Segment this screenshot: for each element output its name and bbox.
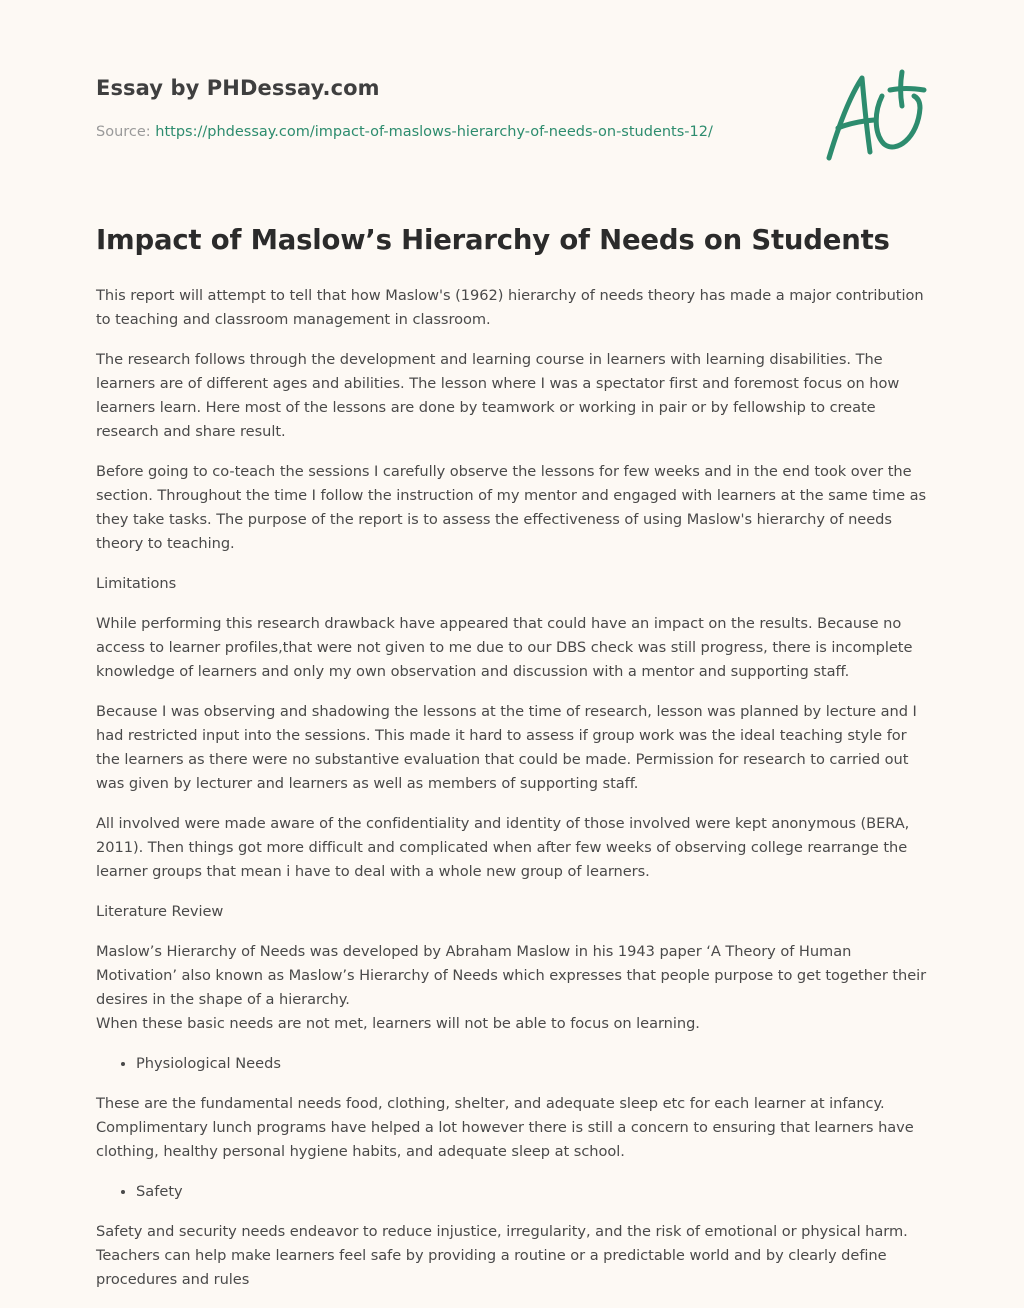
paragraph: This report will attempt to tell that how Maslow's (1962) hierarchy of needs theory has made a major contribution to teaching and classroom management in classroom. xyxy=(96,287,924,328)
paragraph: While performing this research drawback have appeared that could have an impact on the results. Because no access to learner profiles,that were not given to me due to our DBS check was still progress, there is incomplete knowledge of learners and only my own observation and discussion with a mentor and supporting staff. xyxy=(96,615,913,680)
paragraph: The research follows through the development and learning course in learners with learning disabilities. The learners are of different ages and abilities. The lesson where I was a spectator first and foremost focus on how learners learn. Here most of the lessons are done by teamwork or working in pair or by fellowship to create research and share result. xyxy=(96,351,900,440)
bullet-list xyxy=(96,1180,932,1204)
paragraph-text: Maslow’s Hierarchy of Needs was developed by Abraham Maslow in his 1943 paper ‘A Theory of Human Motivation’ also known as Maslow’s Hierarchy of Needs which expresses that people purpose to get together their desires in the shape of a hierarchy. xyxy=(96,943,927,1008)
site-brand: Essay by PHDessay.com xyxy=(96,76,380,100)
source-line xyxy=(96,124,713,140)
source-link[interactable]: https://phdessay.com/impact-of-maslows-hierarchy-of-needs-on-students-12/ xyxy=(155,124,713,140)
article-title: Impact of Maslow’s Hierarchy of Needs on Students xyxy=(96,224,890,256)
bullet-list xyxy=(96,1052,932,1076)
paragraph: Before going to co-teach the sessions I carefully observe the lessons for few weeks and in the end took over the section. Throughout the time I follow the instruction of my mentor and engaged with learners at the same time as they take tasks. The purpose of the report is to assess the effectiveness of using Maslow's hierarchy of needs theory to teaching. xyxy=(96,463,927,552)
paragraph: Safety and security needs endeavor to reduce injustice, irregularity, and the risk of emotional or physical harm. Teachers can help make learners feel safe by providing a routine or a predictable world and by clearly define procedures and rules xyxy=(96,1223,908,1288)
paragraph: Because I was observing and shadowing the lessons at the time of research, lesson was planned by lecture and I had restricted input into the sessions. This made it hard to assess if group work was the ideal teaching style for the learners as there were no substantive evaluation that could be made. Permission for research to carried out was given by lecturer and learners as well as members of supporting staff. xyxy=(96,703,917,792)
paragraph xyxy=(96,940,932,1036)
list-item: • Physiological Needs xyxy=(136,1052,932,1076)
source-label: Source: xyxy=(96,124,151,140)
paragraph: All involved were made aware of the confidentiality and identity of those involved were kept anonymous (BERA, 2011). Then things got more difficult and complicated when after few weeks of observing college rearrange the learner groups that mean i have to deal with a whole new group of learners. xyxy=(96,815,910,880)
section-heading-limitations: Limitations xyxy=(96,575,177,592)
section-heading-literature-review: Literature Review xyxy=(96,903,224,920)
paragraph-text: When these basic needs are not met, learners will not be able to focus on learning. xyxy=(96,1015,700,1032)
a-plus-logo-icon xyxy=(818,66,930,166)
article-body xyxy=(96,284,932,1308)
list-item: • Safety xyxy=(136,1180,932,1204)
paragraph: These are the fundamental needs food, clothing, shelter, and adequate sleep etc for each learner at infancy. Complimentary lunch programs have helped a lot however there is still a concern to ensuring that learners have clothing, healthy personal hygiene habits, and adequate sleep at school. xyxy=(96,1095,914,1160)
